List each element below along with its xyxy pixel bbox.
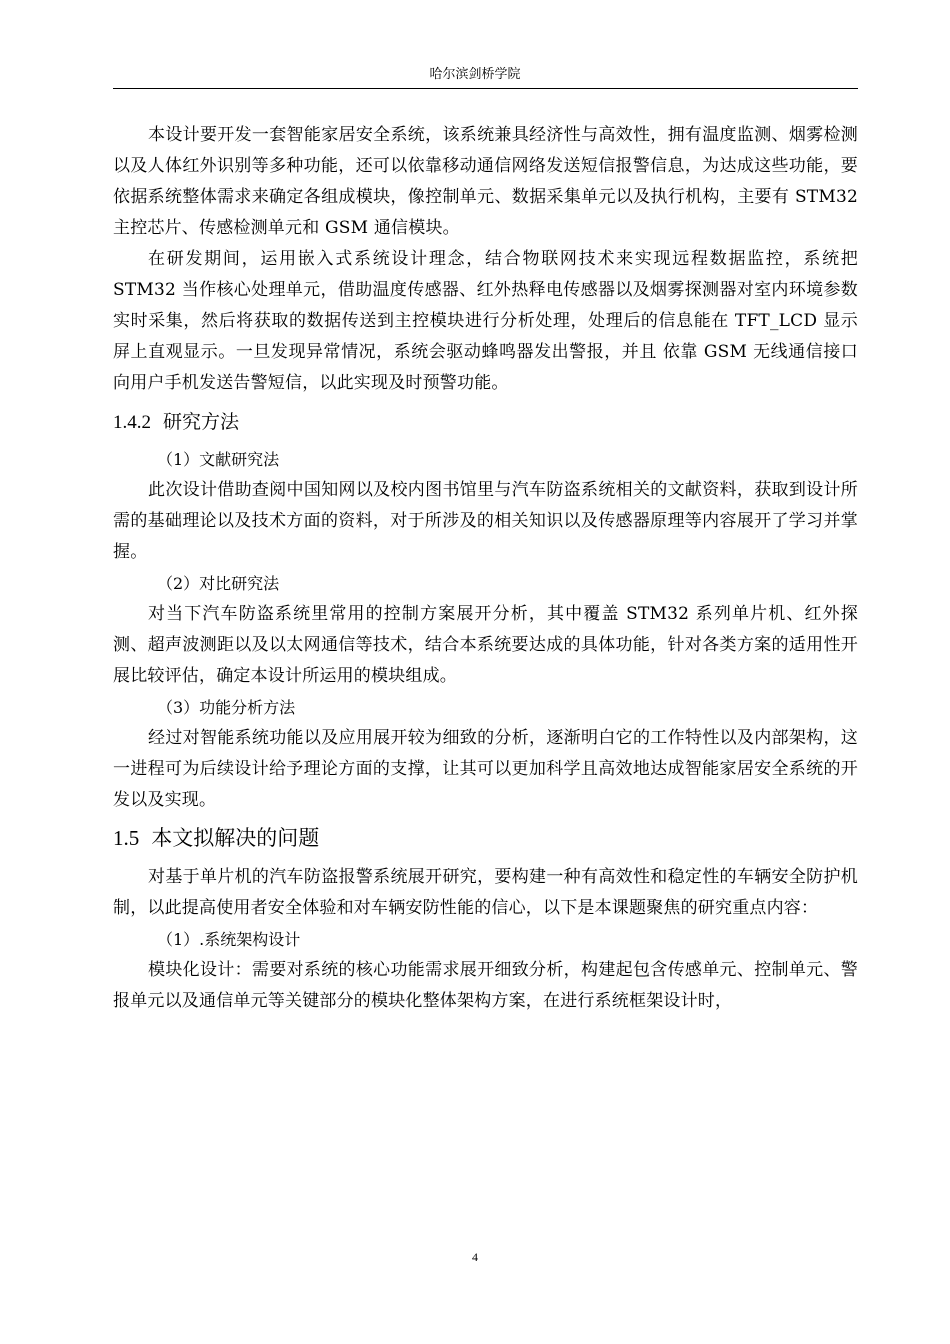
section-number: 1.4.2	[113, 412, 151, 433]
subheading-literature-method: （1）文献研究法	[157, 450, 280, 469]
section-title: 本文拟解决的问题	[151, 826, 320, 850]
page-number: 4	[472, 1250, 478, 1264]
paragraph-comparative-method: 对当下汽车防盗系统里常用的控制方案展开分析，其中覆盖 STM32 系列单片机、红外探测、超声波测距以及以太网通信等技术，结合本系统要达成的具体功能，针对各类方案的适用性开展比较评估，确定本设计所运用的模块组成。	[113, 604, 858, 686]
paragraph-modular-design: 模块化设计：需要对系统的核心功能需求展开细致分析，构建起包含传感单元、控制单元、警报单元以及通信单元等关键部分的模块化整体架构方案，在进行系统框架设计时，	[113, 960, 858, 1011]
section-heading-research-methods	[113, 405, 858, 440]
paragraph-functional-analysis: 经过对智能系统功能以及应用展开较为细致的分析，逐渐明白它的工作特性以及内部架构，这一进程可为后续设计给予理论方面的支撑，让其可以更加科学且高效地达成智能家居安全系统的开发以及实现。	[113, 728, 858, 810]
paragraph-development-approach: 在研发期间，运用嵌入式系统设计理念，结合物联网技术来实现远程数据监控，系统把 STM32 当作核心处理单元，借助温度传感器、红外热释电传感器以及烟雾探测器对室内环境参数实时采集，然后将获取的数据传送到主控模块进行分析处理，处理后的信息能在 TFT_LCD 显示屏上直观显示。一旦发现异常情况，系统会驱动蜂鸣器发出警报，并且 依靠 GSM 无线通信接口向用户手机发送告警短信，以此实现及时预警功能。	[113, 249, 858, 393]
subheading-comparative-method: （2）对比研究法	[157, 574, 280, 593]
paragraph-literature-method: 此次设计借助查阅中国知网以及校内图书馆里与汽车防盗系统相关的文献资料，获取到设计所需的基础理论以及技术方面的资料，对于所涉及的相关知识以及传感器原理等内容展开了学习并掌握。	[113, 480, 858, 562]
section-title: 研究方法	[163, 411, 240, 433]
section-number: 1.5	[113, 826, 140, 850]
subheading-functional-analysis: （3）功能分析方法	[157, 698, 296, 717]
header-divider	[113, 88, 858, 89]
page-header-title: 哈尔滨剑桥学院	[429, 67, 521, 82]
paragraph-problems-intro: 对基于单片机的汽车防盗报警系统展开研究，要构建一种有高效性和稳定性的车辆安全防护机制，以此提高使用者安全体验和对车辆安防性能的信心，以下是本课题聚焦的研究重点内容：	[113, 867, 858, 918]
page-body	[113, 120, 858, 1017]
subheading-system-architecture: （1）.系统架构设计	[157, 930, 301, 949]
section-heading-problems	[113, 820, 858, 856]
paragraph-design-overview: 本设计要开发一套智能家居安全系统，该系统兼具经济性与高效性，拥有温度监测、烟雾检测以及人体红外识别等多种功能，还可以依靠移动通信网络发送短信报警信息，为达成这些功能，要依据系统整体需求来确定各组成模块，像控制单元、数据采集单元以及执行机构，主要有 STM32 主控芯片、传感检测单元和 GSM 通信模块。	[113, 125, 858, 238]
